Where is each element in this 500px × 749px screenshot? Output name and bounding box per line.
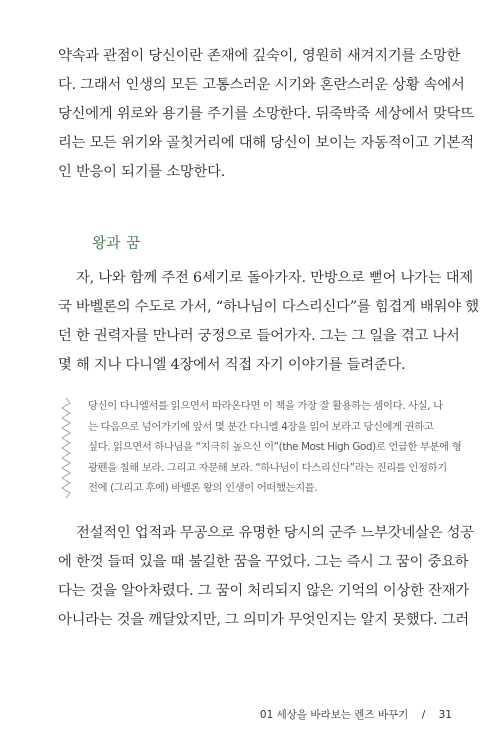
page-number: 31 [438,709,452,721]
text-line: 리는 모든 위기와 골칫거리에 대해 당신이 보이는 자동적이고 기본적 [58,135,474,151]
body-paragraph-2 [58,264,479,380]
note-line: 는 다음으로 넘어가기에 앞서 몇 분간 다니엘 4장을 읽어 보라고 당신에게 권하고 [88,420,434,433]
text-line: 약속과 관점이 당신이란 존재에 깊숙이, 영원히 새겨지기를 소망한 [58,48,461,64]
section-heading: 왕과 꿈 [92,236,141,252]
note-line: 전에 (그리고 후에) 바벨론 왕의 인생이 어떠했는지를. [88,482,318,495]
text-line: 전설적인 업적과 무공으로 유명한 당시의 군주 느부갓네살은 성공 [76,525,474,541]
note-line: 싶다. 읽으면서 하나님을 “지극히 높으신 이”(the Most High God)로 언급한 부분에 형 [88,441,462,454]
side-note-text [88,396,468,499]
chapter-title: 01 세상을 바라보는 렌즈 바꾸기 [259,709,409,721]
text-line: 다는 것을 알아차렸다. 그 꿈이 처리되지 않은 기억의 이상한 잔재가 [58,583,469,599]
text-line: 당신에게 위로와 용기를 주기를 소망한다. 뒤죽박죽 세상에서 맞닥뜨 [58,106,474,122]
text-line: 국 바벨론의 수도로 가서, “하나님이 다스리신다”를 힘겹게 배워야 했 [58,299,479,315]
text-line: 던 한 권력자를 만나러 궁정으로 들어가자. 그는 그 일을 겪고 나서 [58,328,460,344]
text-line: 몇 해 지나 다니엘 4장에서 직접 자기 이야기를 들려준다. [58,357,406,373]
body-paragraph-3 [58,519,474,635]
text-line: 다. 그래서 인생의 모든 고통스러운 시기와 혼란스러운 상황 속에서 [58,77,465,93]
side-note-box [58,396,463,500]
body-paragraph-1 [58,42,474,187]
text-line: 에 한껏 들떠 있을 때 불길한 꿈을 꾸었다. 그는 즉시 그 꿈이 중요하 [58,554,469,570]
zigzag-bracket-icon [58,396,74,500]
text-line: 인 반응이 되기를 소망한다. [58,164,226,180]
text-line: 아니라는 것을 깨달았지만, 그 의미가 무엇인지는 알지 못했다. 그러 [58,612,469,628]
note-line: 당신이 다니엘서를 읽으면서 따라온다면 이 책을 가장 잘 활용하는 셈이다. 사실, 나 [88,400,443,412]
page-footer [260,707,452,722]
note-line: 광펜을 칠해 보라. 그리고 자문해 보라. “하나님이 다스리신다”라는 진리를 인정하기 [88,461,447,474]
text-line: 자, 나와 함께 주전 6세기로 돌아가자. 만방으로 뻗어 나가는 대제 [76,270,473,286]
footer-separator: / [421,709,426,721]
